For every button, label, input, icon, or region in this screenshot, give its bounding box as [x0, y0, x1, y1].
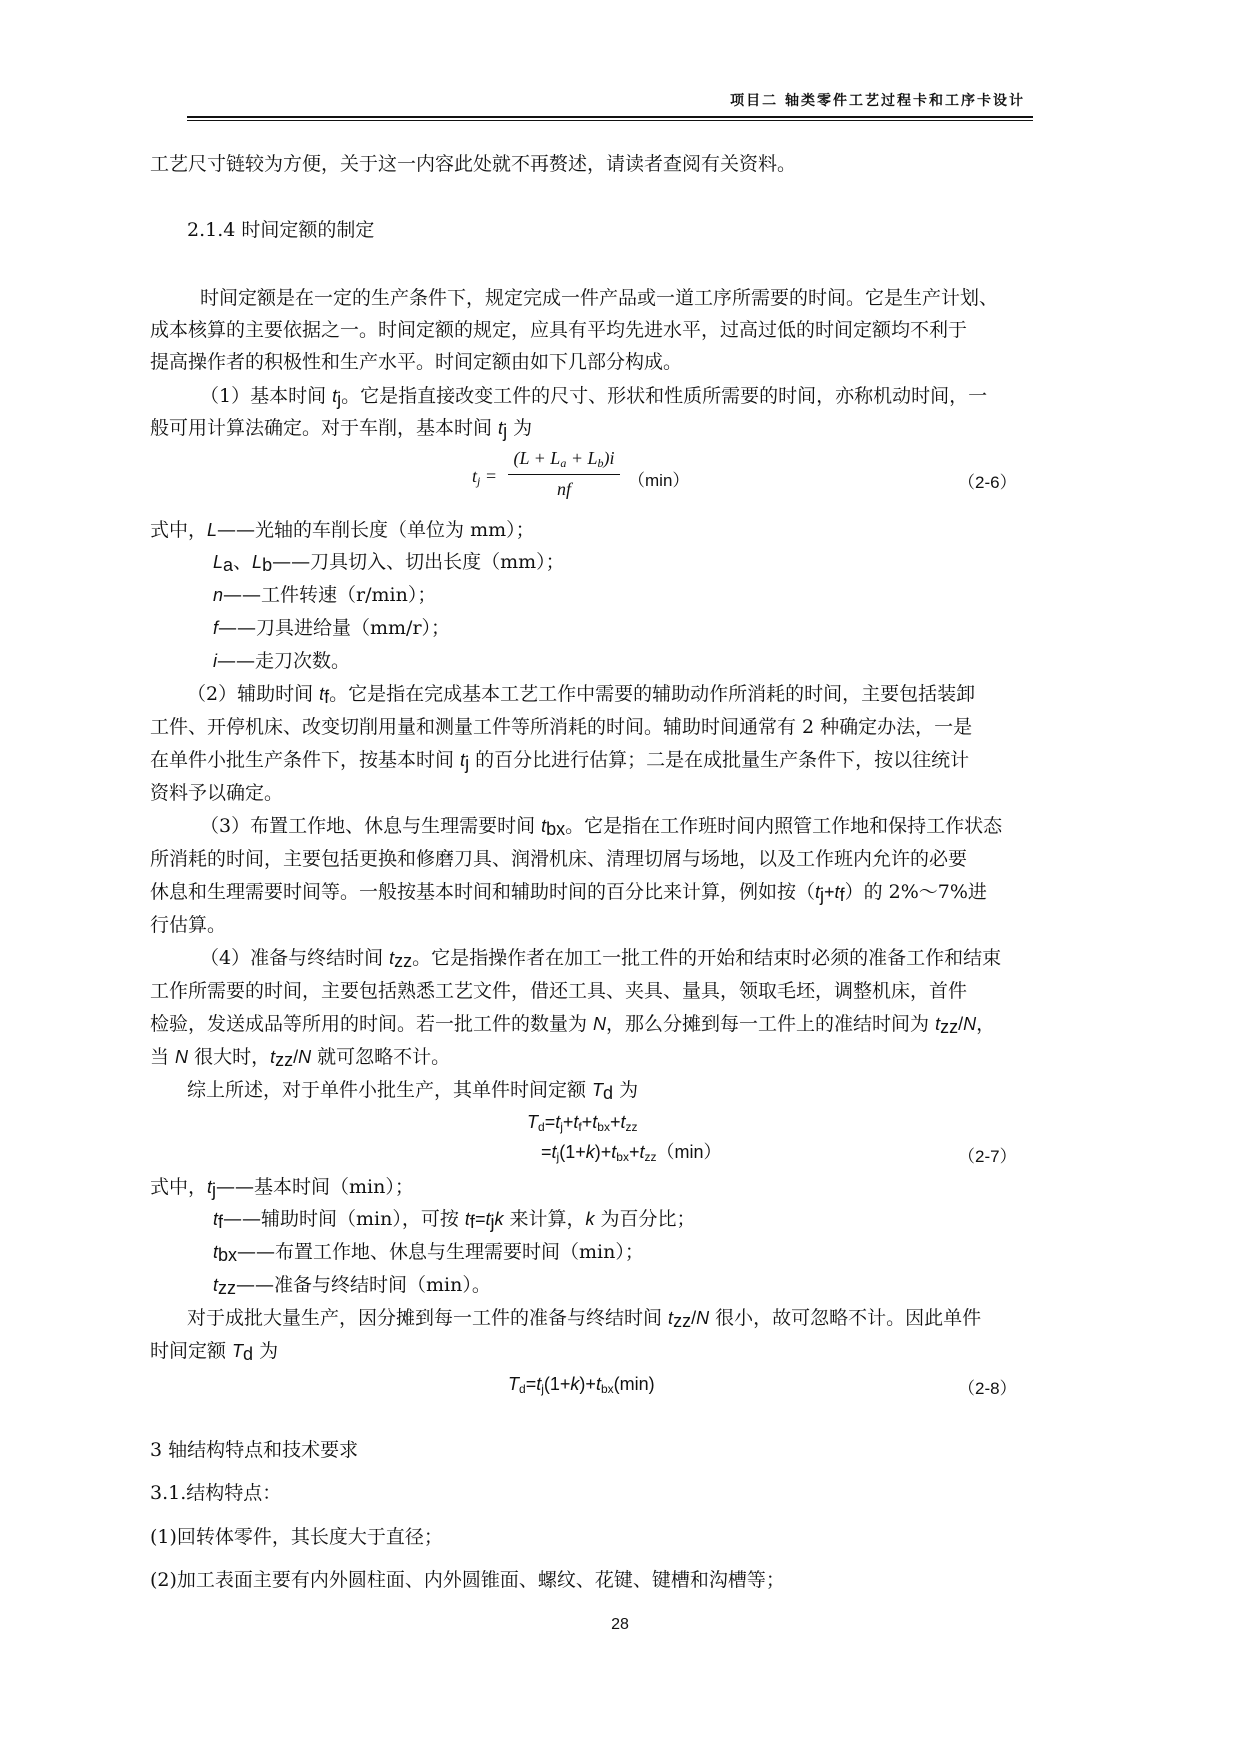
item-1-line: （1）基本时间 $t_j$。它是指直接改变工件的尺寸、形状和性质所需要的时间，亦称机动时间，一	[200, 385, 988, 409]
header-rule-thin	[187, 120, 1033, 121]
summary-line: 对于成批大量生产，因分摊到每一工件的准备与终结时间 $t_{zz}/N$ 很小，故可忽略不计。因此单件	[187, 1307, 982, 1331]
subsection-heading: 3.1.结构特点：	[150, 1482, 282, 1504]
variable-definition: $t_f——$辅助时间（min），可按 $t_f=t_jk$ 来计算，k 为百分比；	[213, 1208, 696, 1232]
summary-line: 时间定额 $T_d$ 为	[150, 1340, 279, 1364]
variable-definition: n——工件转速（r/min）；	[213, 584, 437, 606]
list-item: (1)回转体零件，其长度大于直径；	[150, 1526, 443, 1548]
item-1-line: 般可用计算法确定。对于车削，基本时间 $t_j$ 为	[150, 417, 533, 441]
item-4-line: （4）准备与终结时间 $t_{zz}$。它是指操作者在加工一批工件的开始和结束时必须的准备工作和结束	[200, 947, 1002, 971]
variable-definition: $t_{bx}——$布置工作地、休息与生理需要时间（min）；	[213, 1241, 644, 1265]
paragraph-line: 成本核算的主要依据之一。时间定额的规定，应具有平均先进水平，过高过低的时间定额均不利于	[150, 319, 968, 341]
header-title: 项目二 轴类零件工艺过程卡和工序卡设计	[730, 93, 1025, 109]
variable-definition: $t_{zz}——$准备与终结时间（min）。	[213, 1274, 491, 1298]
variable-definition: i——走刀次数。	[213, 650, 351, 672]
variable-definition: 式中，L——光轴的车削长度（单位为 mm）；	[150, 519, 535, 541]
formula-2-7-line-2: $=t_j(1+k)+t_{bx}+t_{zz}(\min)$	[541, 1142, 722, 1164]
intro-text: 工艺尺寸链较为方便，关于这一内容此处就不再赘述，请读者查阅有关资料。	[150, 153, 797, 175]
paragraph-line: 时间定额是在一定的生产条件下，规定完成一件产品或一道工序所需要的时间。它是生产计划、	[200, 287, 999, 309]
item-4-line: 工作所需要的时间，主要包括熟悉工艺文件，借还工具、夹具、量具，领取毛坯，调整机床，首件	[150, 980, 968, 1002]
item-2-line: 资料予以确定。	[150, 782, 284, 804]
page-number: 28	[611, 1616, 629, 1633]
fraction-bar	[508, 474, 620, 475]
paragraph-line: 提高操作者的积极性和生产水平。时间定额由如下几部分构成。	[150, 351, 683, 373]
item-3-line: （3）布置工作地、休息与生理需要时间 $t_{bx}$。它是指在工作班时间内照管工作地和保持工作状态	[200, 815, 1003, 839]
item-2-line: 在单件小批生产条件下，按基本时间 $t_j$ 的百分比进行估算；二是在成批量生产条件下，按以往统计	[150, 749, 970, 773]
formula-2-8: $T_d=t_j(1+k)+t_{bx}(\min)$	[508, 1374, 655, 1396]
item-3-line: 休息和生理需要时间等。一般按基本时间和辅助时间的百分比来计算，例如按$(t_j+t_f)$的 2%～7%进	[150, 881, 987, 905]
variable-definition: f——刀具进给量（mm/r）；	[213, 617, 451, 639]
variable-definition: $L_a$、$L_b——$刀具切入、切出长度（mm）；	[213, 551, 565, 575]
section-heading: 3 轴结构特点和技术要求	[150, 1439, 359, 1461]
equation-number: （2-8）	[958, 1379, 1017, 1398]
item-2-line: （2）辅助时间 $t_f$。它是指在完成基本工艺工作中需要的辅助动作所消耗的时间，主要包括装卸	[187, 683, 976, 707]
equation-number: （2-6）	[958, 473, 1017, 492]
formula-2-6: $t_j$ = $(L + L_a + L_b)i$ nf （min）	[472, 448, 690, 499]
formula-2-7-line-1: $T_d=t_j+t_f+t_{bx}+t_{zz}$	[527, 1112, 638, 1134]
list-item: (2)加工表面主要有内外圆柱面、内外圆锥面、螺纹、花键、键槽和沟槽等；	[150, 1569, 785, 1591]
item-4-line: 检验，发送成品等所用的时间。若一批工件的数量为 N，那么分摊到每一工件上的准结时间为 $t_{zz}/N$，	[150, 1013, 996, 1037]
header-rule-thick	[187, 116, 1033, 118]
item-3-line: 行估算。	[150, 914, 227, 936]
item-3-line: 所消耗的时间，主要包括更换和修磨刀具、润滑机床、清理切屑与场地，以及工作班内允许的必要	[150, 848, 968, 870]
summary-line: 综上所述，对于单件小批生产，其单件时间定额 $T_d$ 为	[187, 1079, 639, 1103]
item-2-line: 工件、开停机床、改变切削用量和测量工件等所消耗的时间。辅助时间通常有 2 种确定办法，一是	[150, 716, 973, 738]
equation-number: （2-7）	[958, 1147, 1017, 1166]
variable-definition: 式中，$t_j——$基本时间（min）；	[150, 1176, 414, 1200]
section-heading: 2.1.4 时间定额的制定	[187, 219, 375, 241]
running-header	[187, 90, 1033, 121]
item-4-line: 当 N 很大时，$t_{zz}/N$ 就可忽略不计。	[150, 1046, 451, 1070]
